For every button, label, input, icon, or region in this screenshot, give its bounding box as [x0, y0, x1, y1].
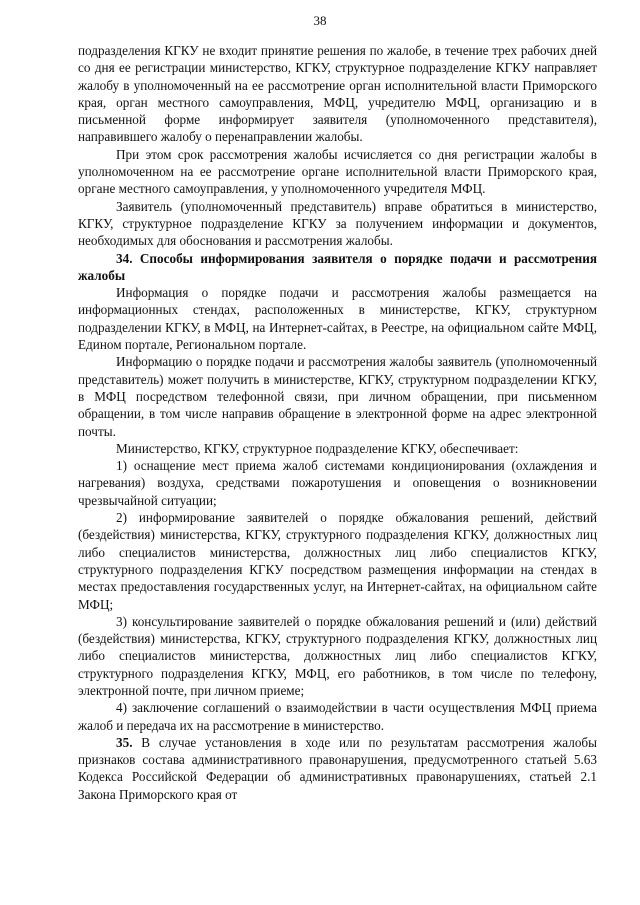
paragraph: Заявитель (уполномоченный представитель) вправе обратиться в министерство, КГКУ, структурное подразделение КГКУ за получением информации и документов, необходимых для обоснования и рассмотрения жалобы. — [78, 198, 597, 249]
page-number: 38 — [313, 13, 327, 28]
list-item: 4) заключение соглашений о взаимодействии в части осуществления МФЦ приема жалоб и передача их на рассмотрение в министерство. — [78, 700, 597, 733]
section-title: Способы информирования заявителя о порядке подачи и рассмотрения жалобы — [78, 250, 597, 283]
section-number: 35. — [116, 734, 133, 750]
paragraph-text: В случае установления в ходе или по результатам рассмотрения жалобы признаков состава административного правонарушения, предусмотренного статьей 5.63 Кодекса Российской Федерации об административных правонарушениях, статьей 2.1 Закона Приморского края от — [78, 734, 597, 802]
list-item: 1) оснащение мест приема жалоб системами кондиционирования (охлаждения и нагревания) воздуха, средствами пожаротушения и оповещения о возникновении чрезвычайной ситуации; — [78, 458, 597, 508]
paragraph: подразделения КГКУ не входит принятие решения по жалобе, в течение трех рабочих дней со дня ее регистрации министерство, КГКУ, структурное подразделение КГКУ направляет жалобу в уполномоченный на ее рассмотрение орган исполнительной власти Приморского края, орган местного самоуправления, МФЦ, учредителю МФЦ, организацию и в письменной форме информирует заявителя (уполномоченного представителя), направившего жалобу о перенаправлении жалобы. — [78, 43, 597, 145]
list-item: 2) информирование заявителей о порядке обжалования решений, действий (бездействия) министерства, КГКУ, структурного подразделения КГКУ, должностных лиц либо специалистов министерства, должностных лиц либо специалистов КГКУ, структурного подразделения КГКУ посредством размещения информации на стендах в местах предоставления государственных услуг, на Интернет-сайтах, на официальном сайте МФЦ; — [78, 510, 597, 612]
paragraph — [78, 734, 597, 803]
paragraph: Министерство, КГКУ, структурное подразделение КГКУ, обеспечивает: — [116, 440, 519, 456]
section-heading — [78, 250, 597, 285]
paragraph: При этом срок рассмотрения жалобы исчисляется со дня регистрации жалобы в уполномоченном на ее рассмотрение органе исполнительной власти Приморского края, органе местного самоуправления, у уполномоченного учредителя МФЦ. — [78, 146, 597, 197]
list-item: 3) консультирование заявителей о порядке обжалования решений и (или) действий (бездействия) министерства, КГКУ, структурного подразделения КГКУ, должностных лиц либо специалистов министерства, должностных лиц либо специалистов КГКУ, структурного подразделения КГКУ, МФЦ, его работников, в том числе по телефону, электронной почте, при личном приеме; — [78, 613, 597, 698]
section-number: 34. — [116, 250, 133, 266]
paragraph: Информацию о порядке подачи и рассмотрения жалобы заявитель (уполномоченный представитель) может получить в министерстве, КГКУ, структурном подразделении КГКУ, в МФЦ посредством телефонной связи, при личном обращении, при письменном обращении, в том числе направив обращение в электронной форме на адрес электронной почты. — [78, 354, 597, 439]
paragraph: Информация о порядке подачи и рассмотрения жалобы размещается на информационных стендах, расположенных в министерстве, КГКУ, структурном подразделении КГКУ, в МФЦ, на Интернет-сайтах, в Реестре, на официальном сайте МФЦ, Едином портале, Региональном портале. — [78, 285, 597, 353]
page-body — [78, 42, 597, 803]
